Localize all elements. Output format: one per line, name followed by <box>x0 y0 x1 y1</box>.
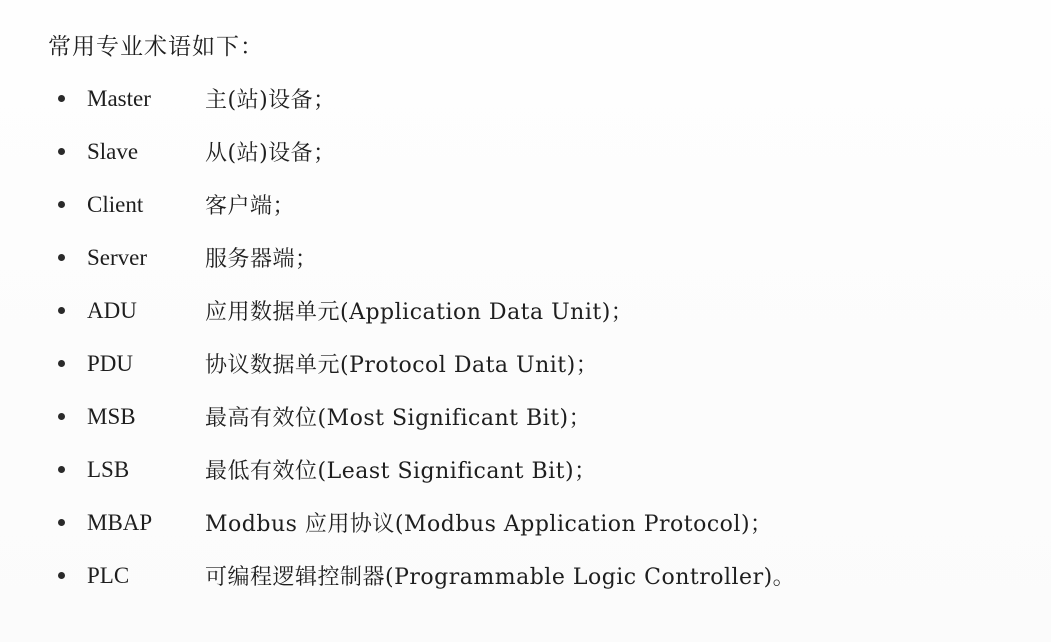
list-item <box>58 549 795 602</box>
term-description: 服务器端； <box>205 247 318 272</box>
term-abbreviation: PLC <box>87 562 130 588</box>
term-description: 可编程逻辑控制器(Programmable Logic Controller)。 <box>205 565 796 590</box>
bullet-icon <box>58 254 65 261</box>
list-item <box>58 337 795 390</box>
term-abbreviation: MBAP <box>87 509 153 535</box>
bullet-icon <box>58 466 65 473</box>
list-item <box>58 72 795 125</box>
term-abbreviation: PDU <box>87 350 134 376</box>
list-item <box>58 390 795 443</box>
term-description: Modbus 应用协议(Modbus Application Protocol)； <box>205 512 773 537</box>
term-abbreviation: LSB <box>87 456 130 482</box>
list-item <box>58 125 795 178</box>
bullet-icon <box>58 360 65 367</box>
list-item <box>58 178 795 231</box>
term-abbreviation: Client <box>87 191 144 217</box>
term-description: 客户端； <box>205 194 296 219</box>
list-item <box>58 231 795 284</box>
term-abbreviation: Master <box>87 85 151 111</box>
bullet-icon <box>58 519 65 526</box>
term-description: 最低有效位(Least Significant Bit)； <box>205 459 597 484</box>
bullet-icon <box>58 95 65 102</box>
list-item <box>58 443 795 496</box>
term-abbreviation: MSB <box>87 403 136 429</box>
list-item <box>58 284 795 337</box>
bullet-icon <box>58 572 65 579</box>
term-description: 主(站)设备； <box>205 88 336 113</box>
bullet-icon <box>58 413 65 420</box>
term-description: 从(站)设备； <box>205 141 336 166</box>
term-description: 协议数据单元(Protocol Data Unit)； <box>205 353 599 378</box>
bullet-icon <box>58 307 65 314</box>
term-description: 最高有效位(Most Significant Bit)； <box>205 406 592 431</box>
term-abbreviation: Slave <box>87 138 139 164</box>
list-item <box>58 496 795 549</box>
term-abbreviation: ADU <box>87 297 137 323</box>
term-description: 应用数据单元(Application Data Unit)； <box>205 300 634 325</box>
bullet-icon <box>58 148 65 155</box>
section-heading: 常用专业术语如下： <box>48 34 264 60</box>
bullet-icon <box>58 201 65 208</box>
term-list <box>58 72 795 602</box>
term-abbreviation: Server <box>87 244 148 270</box>
